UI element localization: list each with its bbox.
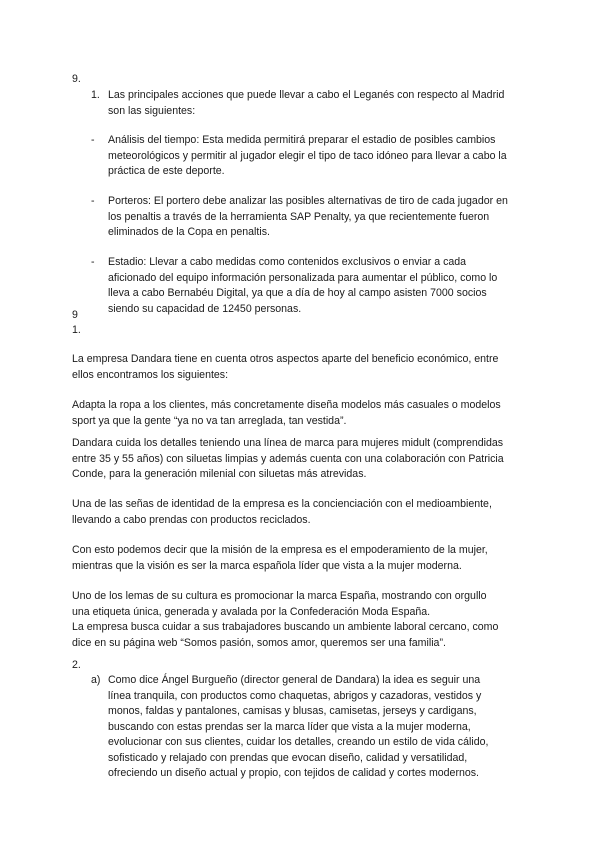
text-line: Como dice Ángel Burgueño (director general de Dandara) la idea es seguir una bbox=[108, 674, 481, 686]
text-line: eliminados de la Copa en penaltis. bbox=[108, 226, 270, 238]
text-line: Estadio: Llevar a cabo medidas como contenidos exclusivos o enviar a cada bbox=[108, 256, 467, 268]
text-line: aficionado del equipo información personalizada para aumentar el público, como lo bbox=[108, 271, 498, 284]
bullet-analisis-tiempo bbox=[108, 133, 507, 180]
bullet-porteros bbox=[108, 194, 508, 241]
text-line: sofisticado y relajado con prendas que evocan diseño, calidad y versatilidad, bbox=[108, 751, 468, 764]
paragraph-aspectos bbox=[72, 352, 498, 383]
paragraph-mision-vision bbox=[72, 543, 488, 574]
paragraph-adapta-ropa bbox=[72, 398, 501, 429]
text-line: entre 35 y 55 años) con siluetas limpias y además cuenta con una colaboración con Patricia bbox=[72, 452, 504, 465]
text-line: Análisis del tiempo: Esta medida permitirá preparar el estadio de posibles cambios bbox=[108, 134, 496, 146]
text-line: lleva a cabo Bernabéu Digital, ya que a día de hoy al campo asisten 7000 socios bbox=[108, 287, 487, 299]
text-line: meteorológicos y permitir al jugador elegir el tipo de taco idóneo para llevar a cabo la bbox=[108, 149, 507, 162]
section-subheading-1: 1. bbox=[72, 324, 81, 336]
text-line: dice en su página web “Somos pasión, somos amor, queremos ser una familia”. bbox=[72, 636, 446, 649]
text-line: Porteros: El portero debe analizar las posibles alternativas de tiro de cada jugador en bbox=[108, 195, 508, 207]
text-line: línea tranquila, con productos como chaquetas, abrigos y cazadoras, vestidos y bbox=[108, 689, 482, 702]
text-line: una etiqueta única, generada y avalada por la Confederación Moda España. bbox=[72, 605, 431, 618]
text-line: Con esto podemos decir que la misión de la empresa es el empoderamiento de la mujer, bbox=[72, 544, 488, 556]
text-line: siendo su capacidad de 12450 personas. bbox=[108, 302, 302, 315]
text-line: práctica de este deporte. bbox=[108, 165, 225, 177]
list-item-burgueno bbox=[108, 673, 488, 782]
section-heading-9b: 9 bbox=[72, 309, 78, 321]
text-line: Conde, para la generación milenial con siluetas más atrevidas. bbox=[72, 468, 367, 480]
text-line: La empresa Dandara tiene en cuenta otros aspectos aparte del beneficio económico, entre bbox=[72, 353, 499, 365]
text-line: buscando con estas prendas ser la marca líder que vista a la mujer moderna, bbox=[108, 720, 471, 733]
section-heading-2: 2. bbox=[72, 659, 81, 671]
text-line: ofreciendo un diseño actual y propio, con tejidos de calidad y cortes modernos. bbox=[108, 767, 480, 779]
text-line: Las principales acciones que puede llevar a cabo el Leganés con respecto al Madrid bbox=[108, 89, 505, 101]
list-item-marker-a: a) bbox=[91, 674, 101, 686]
paragraph-cuida-detalles bbox=[72, 436, 504, 483]
bullet-dash: - bbox=[91, 256, 95, 268]
text-line: Uno de los lemas de su cultura es promocionar la marca España, mostrando con orgullo bbox=[72, 590, 487, 602]
text-line: Una de las señas de identidad de la empresa es la concienciación con el medioambiente, bbox=[72, 498, 492, 510]
text-line: son las siguientes: bbox=[108, 104, 196, 117]
text-line: Adapta la ropa a los clientes, más concretamente diseña modelos más casuales o modelos bbox=[72, 399, 501, 411]
section-heading-9: 9. bbox=[72, 73, 81, 85]
list-item-number: 1. bbox=[91, 89, 100, 101]
text-line: sport ya que la gente “ya no va tan arreglada, tan vestida”. bbox=[72, 414, 347, 427]
paragraph-cultura bbox=[72, 589, 498, 651]
bullet-dash: - bbox=[91, 195, 95, 207]
text-line: La empresa busca cuidar a sus trabajadores buscando un ambiente laboral cercano, como bbox=[72, 621, 499, 633]
text-line: los penaltis a través de la herramienta SAP Penalty, ya que recientemente fueron bbox=[108, 210, 490, 223]
text-line: evolucionar con sus clientes, cuidar los detalles, creando un estilo de vida cálido, bbox=[108, 736, 489, 748]
text-line: mientras que la visión es ser la marca española líder que vista a la mujer moderna. bbox=[72, 559, 462, 572]
text-line: Dandara cuida los detalles teniendo una línea de marca para mujeres midult (comprendidas bbox=[72, 437, 504, 449]
bullet-dash: - bbox=[91, 134, 95, 146]
list-item-intro bbox=[108, 88, 504, 119]
text-line: monos, faldas y pantalones, camisas y blusas, camisetas, jerseys y cardigans, bbox=[108, 705, 477, 717]
bullet-estadio bbox=[108, 255, 497, 317]
text-line: ellos encontramos los siguientes: bbox=[72, 368, 229, 381]
paragraph-medioambiente bbox=[72, 497, 492, 528]
text-line: llevando a cabo prendas con productos reciclados. bbox=[72, 513, 311, 526]
